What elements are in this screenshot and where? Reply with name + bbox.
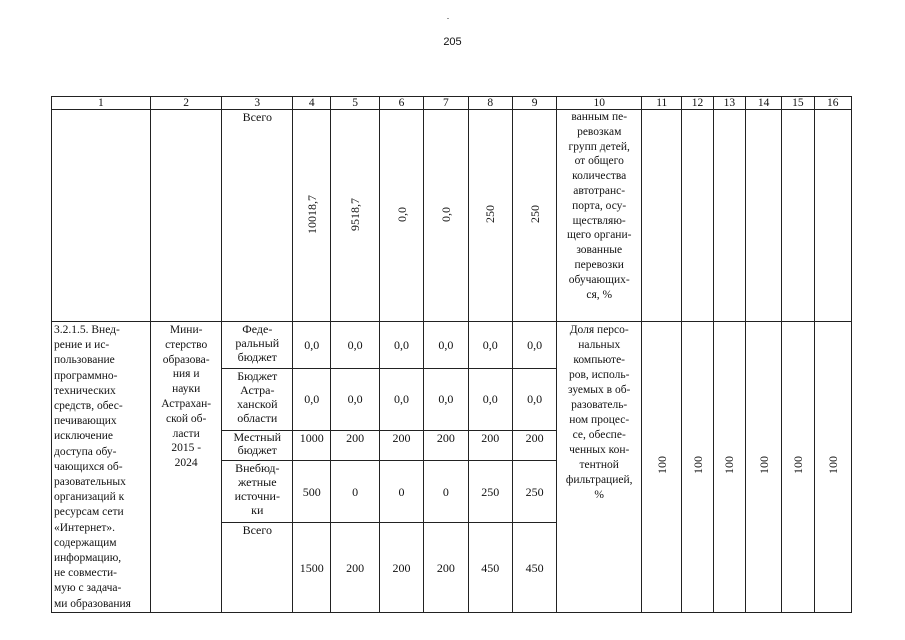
source-cell: Феде- ральный бюджет: [222, 322, 293, 369]
value-cell: 250: [512, 110, 556, 322]
source-cell: Внебюд- жетные источни- ки: [222, 461, 293, 523]
value-cell: 200: [379, 523, 423, 612]
source-cell: Местный бюджет: [222, 431, 293, 461]
empty-cell: [814, 110, 851, 322]
empty-cell: [52, 110, 151, 322]
year-value: 100: [682, 322, 713, 613]
col-header: 3: [222, 97, 293, 110]
col-header: 14: [745, 97, 781, 110]
value-cell: 0,0: [379, 110, 423, 322]
col-header: 2: [150, 97, 222, 110]
page-number: 205: [443, 36, 462, 48]
value-cell: 0,0: [379, 322, 423, 369]
empty-cell: [782, 110, 814, 322]
col-header: 7: [424, 97, 468, 110]
empty-cell: [150, 110, 222, 322]
empty-cell: [713, 110, 745, 322]
empty-cell: [642, 110, 682, 322]
col-header: 8: [468, 97, 512, 110]
value-cell: 0,0: [331, 368, 379, 430]
value-cell: 1500: [293, 523, 331, 612]
value-cell: 0,0: [424, 368, 468, 430]
value-cell: 0,0: [468, 322, 512, 369]
col-header: 9: [512, 97, 556, 110]
value-cell: 200: [379, 431, 423, 461]
value-cell: 200: [468, 431, 512, 461]
value-cell: 0: [379, 461, 423, 523]
source-cell: Всего: [222, 110, 293, 322]
col-header: 13: [713, 97, 745, 110]
program-table: [51, 96, 852, 613]
column-number-row: [52, 97, 852, 110]
value-cell: 0,0: [379, 368, 423, 430]
indicator-cell: Доля персо- нальных компьюте- ров, исполь- зуемых в об- разователь- ном процес- се, обеспе- ченных кон- тентной фильтрацией, %: [557, 322, 642, 613]
value-cell: 0,0: [293, 368, 331, 430]
value-cell: 0,0: [512, 368, 556, 430]
value-cell: 0,0: [424, 110, 468, 322]
year-value: 100: [782, 322, 814, 613]
value-cell: 200: [331, 431, 379, 461]
col-header: 15: [782, 97, 814, 110]
value-cell: 0,0: [424, 322, 468, 369]
year-value: 100: [814, 322, 851, 613]
value-cell: 0,0: [331, 322, 379, 369]
value-cell: 450: [512, 523, 556, 612]
year-value: 100: [713, 322, 745, 613]
source-cell: Всего: [222, 523, 293, 612]
indicator-cell: ванным пе- ревозкам групп детей, от общего количества автотранс- порта, осу- ществляю- щего органи- зованные перевозки обучающих- ся, %: [557, 110, 642, 322]
value-cell: 0: [424, 461, 468, 523]
value-cell: 9518,7: [331, 110, 379, 322]
empty-cell: [745, 110, 781, 322]
value-cell: 200: [331, 523, 379, 612]
value-cell: 500: [293, 461, 331, 523]
col-header: 5: [331, 97, 379, 110]
value-cell: 250: [512, 461, 556, 523]
col-header: 1: [52, 97, 151, 110]
table-row: [52, 110, 852, 322]
col-header: 16: [814, 97, 851, 110]
col-header: 10: [557, 97, 642, 110]
value-cell: 200: [424, 431, 468, 461]
value-cell: 0,0: [293, 322, 331, 369]
col-header: 12: [682, 97, 713, 110]
scan-mark: [447, 18, 449, 19]
value-cell: 250: [468, 110, 512, 322]
value-cell: 0,0: [468, 368, 512, 430]
year-value: 100: [745, 322, 781, 613]
responsible-executor: Мини- стерство образова- ния и науки Астрахан- ской об- ласти 2015 - 2024: [150, 322, 222, 613]
value-cell: 200: [512, 431, 556, 461]
empty-cell: [682, 110, 713, 322]
value-cell: 0: [331, 461, 379, 523]
col-header: 4: [293, 97, 331, 110]
year-value: 100: [642, 322, 682, 613]
col-header: 11: [642, 97, 682, 110]
col-header: 6: [379, 97, 423, 110]
table-row: [52, 322, 852, 369]
value-cell: 200: [424, 523, 468, 612]
value-cell: 0,0: [512, 322, 556, 369]
value-cell: 1000: [293, 431, 331, 461]
value-cell: 250: [468, 461, 512, 523]
source-cell: Бюджет Астра- ханской области: [222, 368, 293, 430]
value-cell: 10018,7: [293, 110, 331, 322]
measure-description: 3.2.1.5. Внед- рение и ис- пользование программно- технических средств, обес- печивающих исключение доступа обу- чающихся об- разовательных организаций к ресурсам сети «Интернет». содержащим информацию, не совмести- мую с задача- ми образования: [52, 322, 151, 613]
value-cell: 450: [468, 523, 512, 612]
